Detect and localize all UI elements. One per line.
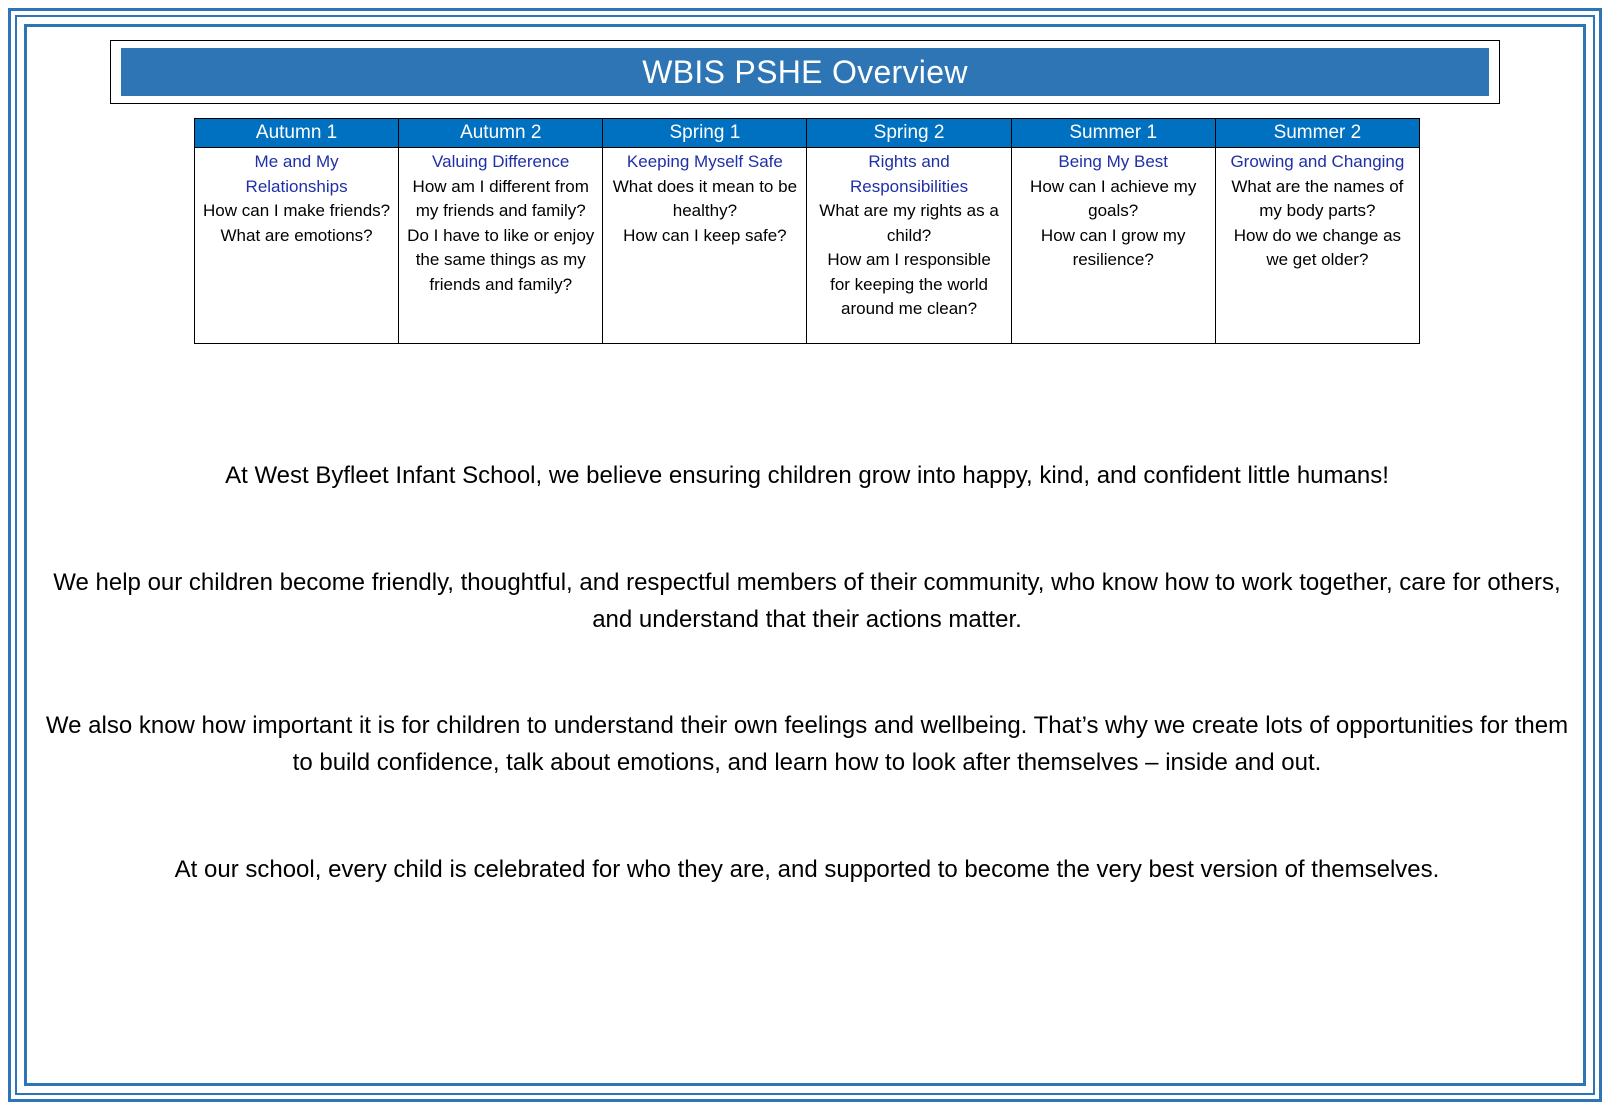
question: How do we change as we get older? [1233,225,1402,269]
wellbeing-paragraph: We also know how important it is for children to understand their own feelings and wellbeing. That’s why we create lots of opportunities for them to build confidence, talk about emotions, and learn how to look after themselves – inside and out. [45,712,1569,776]
term-cell-autumn-1 [195,148,399,344]
question: What are the names of my body parts? [1231,176,1404,220]
closing-paragraph: At our school, every child is celebrated for who they are, and supported to become the very best version of themselves. [174,856,1440,883]
page-title: WBIS PSHE Overview [121,48,1489,96]
topic-title: Me and My Relationships [245,152,348,196]
question: What are my rights as a child? [819,201,999,245]
topic-title: Valuing Difference [432,152,570,171]
term-cell-spring-2 [807,148,1011,344]
community-paragraph: We help our children become friendly, thoughtful, and respectful members of their community, who know how to work together, care for others, and understand that their actions matter. [53,569,1561,633]
term-header-row [195,119,1420,148]
term-cell-summer-1 [1011,148,1215,344]
term-cell-spring-1 [603,148,807,344]
question: How can I keep safe? [623,225,787,245]
question: How can I achieve my goals? [1030,176,1197,220]
question: What are emotions? [220,225,373,245]
term-header-spring-2: Spring 2 [807,119,1011,148]
term-header-spring-1: Spring 1 [603,119,807,148]
question: How can I grow my resilience? [1040,225,1186,269]
question: How am I different from my friends and family? [412,176,589,220]
term-header-summer-1: Summer 1 [1011,119,1215,148]
term-content-row [195,148,1420,344]
topic-title: Growing and Changing [1230,152,1405,171]
topic-title: Being My Best [1058,152,1168,171]
pshe-overview-table [194,118,1420,344]
question: Do I have to like or enjoy the same things as my friends and family? [407,225,595,294]
topic-title: Rights and Responsibilities [849,152,969,196]
term-header-summer-2: Summer 2 [1215,119,1419,148]
question: What does it mean to be healthy? [612,176,798,220]
intro-paragraph: At West Byfleet Infant School, we believe ensuring children grow into happy, kind, and confident little humans! [225,462,1389,489]
topic-title: Keeping Myself Safe [626,152,783,171]
term-cell-autumn-2 [399,148,603,344]
title-box [110,40,1500,104]
question: How can I make friends? [203,201,391,220]
term-header-autumn-2: Autumn 2 [399,119,603,148]
term-cell-summer-2 [1215,148,1419,344]
question: How am I responsible for keeping the world around me clean? [827,250,991,318]
term-header-autumn-1: Autumn 1 [195,119,399,148]
